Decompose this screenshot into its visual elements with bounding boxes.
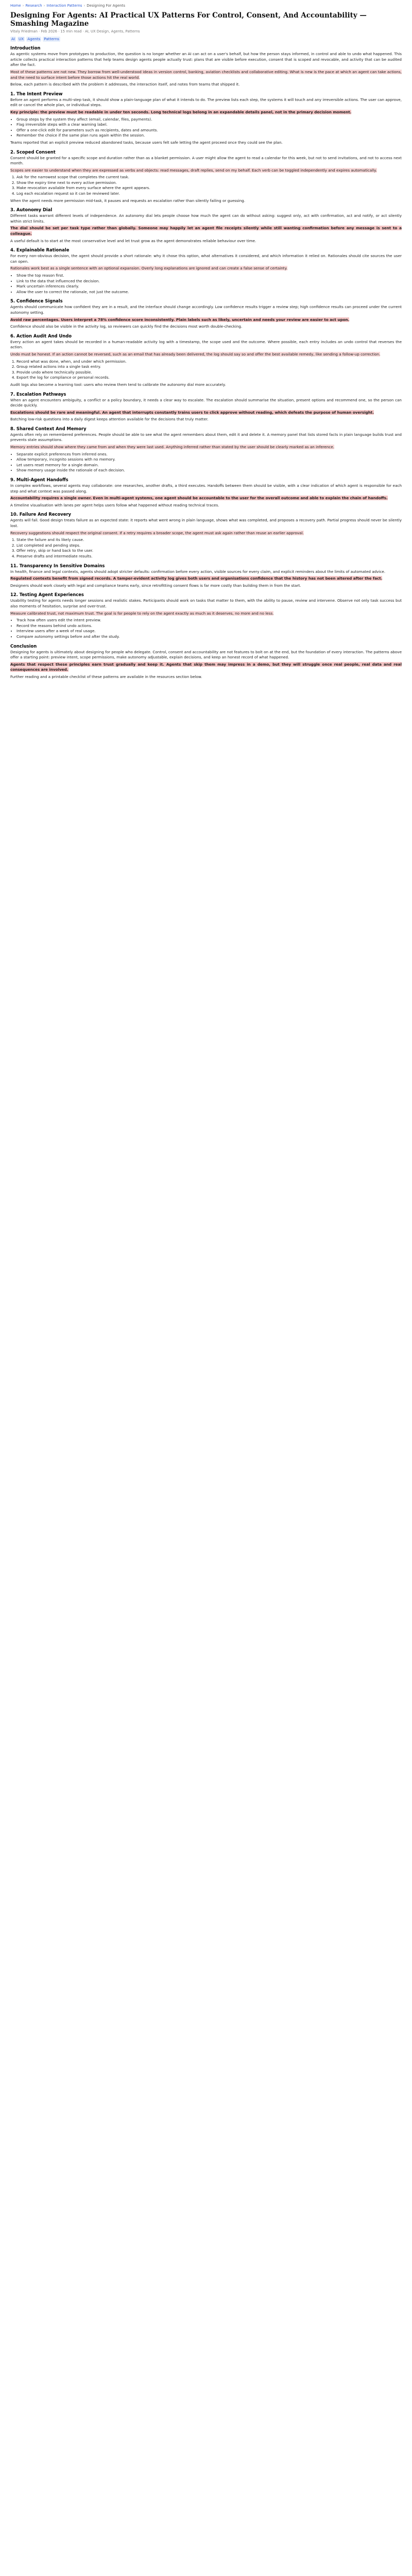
key-highlight: Agents that respect these principles earn trust gradually and keep it. Agents that skip them may impress in a demo, but they will struggle once real people, real data and real consequences are involved. bbox=[10, 662, 402, 672]
paragraph bbox=[10, 340, 402, 350]
list-item: 1. State the failure and its likely cause. bbox=[16, 537, 402, 543]
highlighted-text: Most of these patterns are not new. They borrow from well-understood ideas in version control, banking, aviation checklists and collaborative editing. What is new is the pace at which an agent can take actions, and the need to surface intent before those actions hit the real world. bbox=[10, 69, 402, 80]
key-highlight: Accountability requires a single owner. Even in multi-agent systems, one agent should be accountable to the user for the overall outcome and able to explain the chain of handoffs. bbox=[10, 496, 388, 501]
highlighted-text: Rationales work best as a single sentence with an optional expansion. Overly long explanations are ignored and can create a false sense of certainty. bbox=[10, 266, 288, 271]
breadcrumb-separator: › bbox=[22, 4, 24, 8]
topic-tag[interactable]: UX bbox=[19, 36, 24, 41]
list-item: 2. Show the expiry time next to every active permission. bbox=[16, 180, 402, 186]
highlighted-text: Measure calibrated trust, not maximum trust. The goal is for people to rely on the agent exactly as much as it deserves, no more and no less. bbox=[10, 611, 274, 616]
section-heading: 8. Shared Context And Memory bbox=[10, 426, 87, 431]
paragraph bbox=[10, 253, 402, 264]
paragraph bbox=[10, 97, 402, 108]
paragraph bbox=[10, 576, 402, 582]
paragraph bbox=[10, 503, 402, 509]
paragraph-text: Batching low-risk questions into a daily digest keeps attention available for the decisions that truly matter. bbox=[10, 417, 209, 422]
paragraph-text: Consent should be granted for a specific scope and duration rather than as a blanket permission. A user might allow the agent to read a calendar for this week, but not to send invitations, and not to access next month. bbox=[10, 155, 402, 166]
section-heading: 2. Scoped Consent bbox=[10, 149, 56, 155]
paragraph-text: Agents will fail. Good design treats failure as an expected state: it reports what went wrong in plain language, shows what was completed, and proposes a recovery path. Partial progress should never be silently lost. bbox=[10, 518, 402, 528]
list-item: • Show memory usage inside the rationale of each decision. bbox=[16, 468, 402, 473]
list-item: • Offer a one-click edit for parameters such as recipients, dates and amounts. bbox=[16, 128, 402, 133]
list-item: • Remember the choice if the same plan runs again within the session. bbox=[16, 133, 402, 139]
section-heading: Introduction bbox=[10, 45, 41, 51]
paragraph-text: When an agent encounters ambiguity, a conflict or a policy boundary, it needs a clear way to escalate. The escalation should summarise the situation, present options and recommend one, so the person can decide quickly. bbox=[10, 397, 402, 408]
paragraph bbox=[10, 304, 402, 315]
paragraph-text: A useful default is to start at the most conservative level and let trust grow as the agent demonstrates reliable behaviour over time. bbox=[10, 238, 256, 243]
page-title: Designing For Agents: AI Practical UX Patterns For Control, Consent, And Accountability — Smashing Magazine bbox=[10, 11, 367, 28]
paragraph bbox=[10, 110, 402, 115]
section-heading: 10. Failure And Recovery bbox=[10, 512, 71, 517]
paragraph-text: Confidence should also be visible in the activity log, so reviewers can quickly find the decisions most worth double-checking. bbox=[10, 324, 243, 329]
list-item: 4. Export the log for compliance or personal records. bbox=[16, 375, 402, 381]
list-item: • Allow the user to correct the rationale, not just the outcome. bbox=[16, 290, 402, 295]
list-item: • Flag irreversible steps with a clear warning label. bbox=[16, 122, 402, 128]
section-heading: 12. Testing Agent Experiences bbox=[10, 592, 84, 598]
paragraph bbox=[10, 82, 402, 88]
key-highlight: The dial should be set per task type rather than globally. Someone may happily let an agent file receipts silently while still wanting confirmation before any message is sent to a colleague. bbox=[10, 226, 402, 236]
paragraph bbox=[10, 531, 402, 536]
list-item: • Link to the data that influenced the decision. bbox=[16, 279, 402, 284]
section-heading: 7. Escalation Pathways bbox=[10, 391, 66, 397]
paragraph-text: Agents often rely on remembered preferences. People should be able to see what the agent remembers about them, edit it and delete it. A memory panel that lists stored facts in plain language builds trust and prevents stale assumptions. bbox=[10, 432, 402, 443]
paragraph bbox=[10, 674, 402, 680]
section-heading: 4. Explainable Rationale bbox=[10, 247, 70, 253]
bullet-list bbox=[16, 175, 402, 196]
paragraph bbox=[10, 140, 402, 146]
list-item: 3. Provide undo where technically possible. bbox=[16, 370, 402, 376]
list-item: 1. Ask for the narrowest scope that completes the current task. bbox=[16, 175, 402, 180]
tag-list bbox=[10, 37, 402, 42]
section-heading: Conclusion bbox=[10, 643, 37, 649]
bullet-list bbox=[16, 359, 402, 381]
paragraph bbox=[10, 266, 402, 272]
paragraph bbox=[10, 650, 402, 660]
paragraph-text: Every action an agent takes should be recorded in a human-readable activity log with a timestamp, the scope used and the outcome. Where possible, each entry includes an undo control that reverses the action. bbox=[10, 339, 402, 350]
section-heading: 9. Multi-Agent Handoffs bbox=[10, 477, 68, 483]
paragraph bbox=[10, 398, 402, 409]
breadcrumb-item[interactable]: Interaction Patterns bbox=[46, 4, 82, 8]
paragraph-text: Below, each pattern is described with the problem it addresses, the interaction itself, and notes from teams that shipped it. bbox=[10, 82, 240, 87]
highlighted-text: Memory entries should show where they came from and when they were last used. Anything inferred rather than stated by the user should be clearly marked as an inference. bbox=[10, 445, 335, 450]
list-item: 1. Record what was done, when, and under which permission. bbox=[16, 359, 402, 365]
paragraph bbox=[10, 410, 402, 416]
paragraph bbox=[10, 445, 402, 450]
paragraph bbox=[10, 317, 402, 323]
list-item: 2. List completed and pending steps. bbox=[16, 543, 402, 549]
paragraph bbox=[10, 483, 402, 494]
list-item: • Interview users after a week of real usage. bbox=[16, 629, 402, 634]
bullet-list bbox=[16, 618, 402, 639]
paragraph bbox=[10, 496, 402, 501]
paragraph-text: Teams reported that an explicit preview reduced abandoned tasks, because users felt safe letting the agent proceed once they could see the plan. bbox=[10, 140, 283, 145]
paragraph bbox=[10, 52, 402, 68]
paragraph bbox=[10, 239, 402, 244]
breadcrumb-item[interactable]: Research bbox=[25, 4, 42, 8]
breadcrumb-item[interactable]: Home bbox=[10, 4, 21, 8]
list-item: 3. Make revocation available from every surface where the agent appears. bbox=[16, 185, 402, 191]
paragraph bbox=[10, 382, 402, 388]
list-item: • Let users reset memory for a single domain. bbox=[16, 463, 402, 468]
paragraph-text: Designers should work closely with legal and compliance teams early, since retrofitting consent flows is far more costly than building them in from the start. bbox=[10, 583, 301, 588]
section-heading: 1. The Intent Preview bbox=[10, 91, 63, 96]
article-body bbox=[10, 45, 402, 680]
list-item: • Show the top reason first. bbox=[16, 273, 402, 279]
paragraph-text: Before an agent performs a multi-step task, it should show a plain-language plan of what it intends to do. The preview lists each step, the systems it will touch and any irreversible actions. The user can approve, edit or cancel the whole plan, or individual steps. bbox=[10, 97, 402, 108]
paragraph bbox=[10, 518, 402, 529]
bullet-list bbox=[16, 537, 402, 559]
breadcrumb-item: Designing For Agents bbox=[87, 4, 126, 8]
list-item: 2. Group related actions into a single task entry. bbox=[16, 364, 402, 370]
bullet-list bbox=[16, 273, 402, 295]
key-highlight: Key principle: the preview must be readable in under ten seconds. Long technical logs belong in an expandable details panel, not in the primary decision moment. bbox=[10, 109, 352, 114]
highlighted-text: Recovery suggestions should respect the original consent. If a retry requires a broader scope, the agent must ask again rather than reuse an earlier approval. bbox=[10, 530, 304, 535]
paragraph bbox=[10, 583, 402, 589]
paragraph-text: Designing for agents is ultimately about designing for people who delegate. Control, consent and accountability are not features to bolt on at the end, but the foundation of every interaction. The patterns above offer a starting point: preview intent, scope permissions, make autonomy adjustable, explain decisions, and keep an honest record of what happened. bbox=[10, 649, 402, 660]
list-item: • Separate explicit preferences from inferred ones. bbox=[16, 452, 402, 457]
paragraph bbox=[10, 213, 402, 224]
paragraph-text: When the agent needs more permission mid-task, it pauses and requests an escalation rather than silently failing or guessing. bbox=[10, 198, 246, 203]
key-highlight: Regulated contexts benefit from signed records. A tamper-evident activity log gives both users and organisations confidence that the history has not been altered after the fact. bbox=[10, 576, 383, 581]
paragraph-text: As agentic systems move from prototypes to production, the question is no longer whether an AI can act on a user's behalf, but how the person stays informed, in control and able to undo what happened. This article collects practical interaction patterns that help teams design agents people actually trust: plans that are visible before execution, consent that is scoped and revocable, and activity that can be audited after the fact. bbox=[10, 52, 402, 67]
paragraph bbox=[10, 662, 402, 673]
topic-tag[interactable]: Patterns bbox=[44, 36, 59, 41]
paragraph-text: A timeline visualisation with lanes per agent helps users follow what happened without reading technical traces. bbox=[10, 502, 219, 507]
paragraph bbox=[10, 611, 402, 617]
list-item: • Compare autonomy settings before and after the study. bbox=[16, 634, 402, 640]
list-item: • Mark uncertain inferences clearly. bbox=[16, 284, 402, 290]
paragraph-text: Different tasks warrant different levels of independence. An autonomy dial lets people choose how much the agent can do without asking: suggest only, act with confirmation, act and notify, or act silently within strict limits. bbox=[10, 213, 402, 224]
paragraph bbox=[10, 417, 402, 422]
breadcrumb-separator: › bbox=[43, 4, 45, 8]
list-item: • Group steps by the system they affect (email, calendar, files, payments). bbox=[16, 117, 402, 123]
list-item: • Allow temporary, incognito sessions with no memory. bbox=[16, 457, 402, 463]
article-meta: Vitaly Friedman · Feb 2026 · 15 min read · AI, UX Design, Agents, Patterns bbox=[10, 29, 140, 33]
paragraph bbox=[10, 569, 402, 575]
breadcrumb bbox=[10, 3, 402, 9]
section-heading: 6. Action Audit And Undo bbox=[10, 333, 72, 338]
paragraph bbox=[10, 70, 402, 80]
paragraph bbox=[10, 352, 402, 358]
article bbox=[10, 0, 402, 680]
list-item: • Track how often users edit the intent preview. bbox=[16, 618, 402, 623]
paragraph bbox=[10, 598, 402, 609]
paragraph bbox=[10, 432, 402, 443]
topic-tag[interactable]: Agents bbox=[27, 36, 41, 41]
list-item: 4. Preserve drafts and intermediate results. bbox=[16, 554, 402, 560]
bullet-list bbox=[16, 452, 402, 473]
paragraph bbox=[10, 198, 402, 204]
key-highlight: Escalations should be rare and meaningful. An agent that interrupts constantly trains users to click approve without reading, which defeats the purpose of human oversight. bbox=[10, 410, 374, 415]
paragraph-text: In complex workflows, several agents may collaborate: one researches, another drafts, a third executes. Handoffs between them should be visible, with a clear indication of which agent is responsible for each step and what context was passed along. bbox=[10, 483, 402, 494]
paragraph-text: For every non-obvious decision, the agent should provide a short rationale: why it chose this option, what alternatives it considered, and which information it relied on. Rationales should cite sources the user can open. bbox=[10, 253, 402, 264]
highlighted-text: Undo must be honest. If an action cannot be reversed, such as an email that has already been delivered, the log should say so and offer the best available remedy, like sending a follow-up correction. bbox=[10, 351, 381, 357]
section-heading: 11. Transparency In Sensitive Domains bbox=[10, 563, 105, 568]
paragraph bbox=[10, 324, 402, 330]
topic-tag[interactable]: AI bbox=[11, 36, 15, 41]
paragraph-text: Agents should communicate how confident they are in a result, and the interface should change accordingly. Low confidence results trigger a review step; high confidence results can proceed under the current autonomy setting. bbox=[10, 304, 402, 315]
paragraph-text: Usability testing for agents needs longer sessions and realistic stakes. Participants should work on tasks that matter to them, with the ability to pause, review and intervene. Observe not only task success but also moments of hesitation, surprise and over-trust. bbox=[10, 598, 402, 608]
paragraph bbox=[10, 226, 402, 236]
bullet-list bbox=[16, 117, 402, 139]
section-heading: 3. Autonomy Dial bbox=[10, 207, 53, 213]
list-item: 4. Log each escalation request so it can be reviewed later. bbox=[16, 191, 402, 197]
key-highlight: Avoid raw percentages. Users interpret a 78% confidence score inconsistently. Plain labels such as likely, uncertain and needs your review are easier to act upon. bbox=[10, 317, 350, 322]
paragraph-text: In health, finance and legal contexts, agents should adopt stricter defaults: confirmation before every action, visible sources for every claim, and explicit reminders about the limits of automated advice. bbox=[10, 569, 386, 574]
list-item: • Record the reasons behind undo actions. bbox=[16, 623, 402, 629]
section-heading: 5. Confidence Signals bbox=[10, 298, 63, 304]
highlighted-text: Scopes are easier to understand when they are expressed as verbs and objects: read messages, draft replies, send on my behalf. Each verb can be toggled independently and expires automatically. bbox=[10, 167, 377, 173]
paragraph bbox=[10, 168, 402, 174]
paragraph-text: Audit logs also become a learning tool: users who review them tend to calibrate the autonomy dial more accurately. bbox=[10, 382, 226, 387]
list-item: 3. Offer retry, skip or hand back to the user. bbox=[16, 548, 402, 554]
paragraph bbox=[10, 156, 402, 166]
breadcrumb-separator: › bbox=[83, 4, 85, 8]
paragraph-text: Further reading and a printable checklist of these patterns are available in the resources section below. bbox=[10, 674, 202, 679]
